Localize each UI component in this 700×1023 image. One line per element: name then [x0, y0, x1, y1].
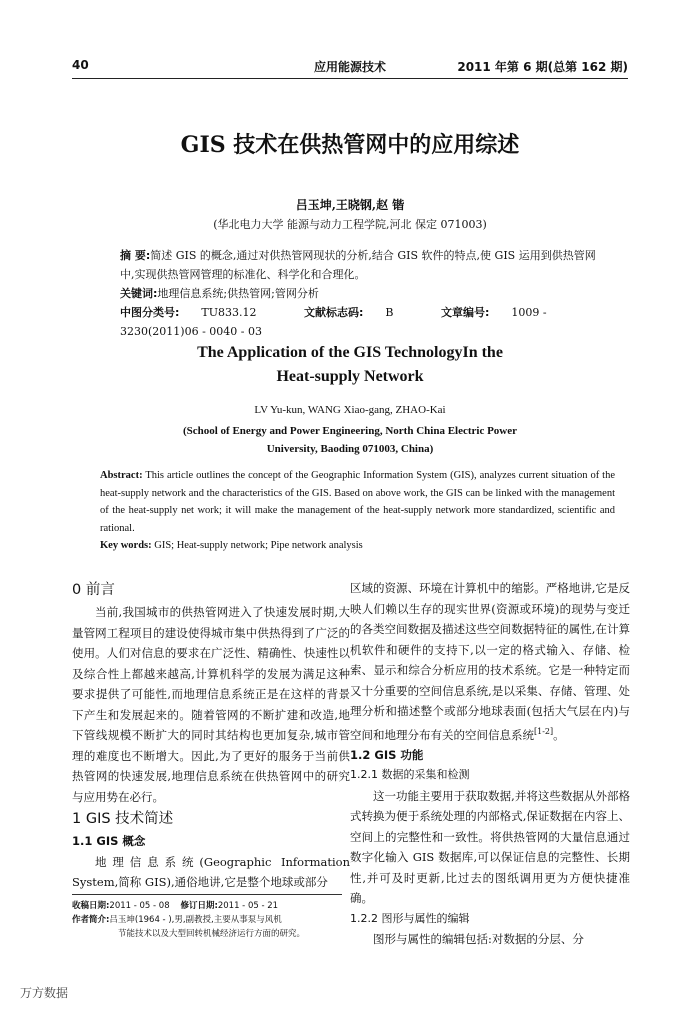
affil-en-line1: (School of Energy and Power Engineering, North China Electric Power — [182, 425, 518, 437]
title-en-line2: Heat-supply Network — [276, 368, 424, 385]
keywords-cn-label: 关键词: — [120, 287, 158, 300]
abstract-en-text: This article outlines the concept of the Geographic Information System (GIS), analyzes current situation of the heat-supply network and the characteristics of the GIS. Based on above work, the GIS can be linked with the management of the heat-supply net work; it will make the management of the heat-supply network more standardized, scientific and rational. — [100, 470, 615, 534]
body-left-column — [72, 578, 350, 893]
clc-value: TU833.12 — [201, 306, 257, 319]
keywords-cn — [100, 284, 610, 303]
issue-info: 2011 年第 6 期(总第 162 期) — [457, 60, 628, 74]
revised-label: 修订日期: — [180, 901, 218, 911]
abstract-cn-paragraph — [100, 246, 610, 284]
section-1-2-heading: 1.2 GIS 功能 — [350, 747, 424, 762]
affil-en-line2: University, Baoding 071003, China) — [266, 443, 434, 455]
title-chinese: GIS 技术在供热管网中的应用综述 — [180, 132, 520, 158]
abstract-en-paragraph — [100, 467, 615, 537]
received-date: 2011 - 05 - 08 — [109, 901, 170, 911]
author-bio-line1: 吕玉坤(1964 - ),男,副教授,主要从事泵与风机 — [109, 915, 282, 925]
abstract-english — [100, 467, 615, 555]
authors-english: LV Yu-kun, WANG Xiao-gang, ZHAO-Kai — [254, 404, 446, 416]
keywords-en-label: Key words: — [100, 540, 152, 551]
citation: [1-2] — [534, 726, 554, 736]
abstract-en-label: Abstract: — [100, 470, 143, 481]
footnote — [72, 894, 342, 941]
section-1-heading: 1 GIS 技术简述 — [72, 811, 174, 827]
body-right-column — [350, 578, 630, 950]
clc-label: 中图分类号: — [120, 306, 180, 319]
classification-row — [100, 303, 610, 341]
title-english — [0, 341, 700, 389]
abstract-chinese — [100, 246, 610, 341]
section-1-2-1-heading: 1.2.1 数据的采集和检测 — [350, 768, 470, 782]
keywords-en — [100, 537, 615, 555]
author-bio-line2: 节能技术以及大型回转机械经济运行方面的研究。 — [118, 929, 306, 939]
section-1-1-heading: 1.1 GIS 概念 — [72, 834, 146, 848]
affiliation-chinese: (华北电力大学 能源与动力工程学院,河北 保定 071003) — [213, 218, 487, 231]
doc-code-value: B — [385, 306, 394, 319]
section-0-paragraph: 当前,我国城市的供热管网进入了快速发展时期,大量管网工程项目的建设使得城市集中供热得到了广泛的使用。人们对信息的要求在广泛性、精确性、快速性以及综合性上都越来越高,计算机科学的发展为满足这种要求提供了可能性,而地理信息系统正是在这样的背景下产生和发展起来的。随着管网的不断扩建和改造,地下管线规模不断扩大的同时其结构也更加复杂,城市管理的难度也不断增大。因此,为了更好的服务于当前供热管网的快速发展,地理信息系统在供热管网中的研究与应用势在必行。 — [72, 605, 350, 804]
section-1-2-1-paragraph: 这一功能主要用于获取数据,并将这些数据从外部格式转换为便于系统处理的内部格式,保证数据在内容上、空间上的完整性和一致性。将供热管网的大量信息通过数字化输入 GIS 数据库,可以保证信息的完整性、长期性,并可及时更新,比过去的图纸调用更为方便快捷准确。 — [350, 788, 630, 906]
received-label: 收稿日期: — [72, 901, 110, 911]
page-number: 40 — [72, 58, 89, 72]
article-no-label: 文章编号: — [441, 306, 490, 319]
affiliation-english — [0, 422, 700, 458]
authors-chinese: 吕玉坤,王晓钢,赵 锴 — [295, 198, 405, 212]
revised-date: 2011 - 05 - 21 — [217, 901, 279, 911]
footnote-dates — [72, 899, 342, 913]
right-paragraph-1 — [350, 578, 630, 745]
section-1-2-2-heading: 1.2.2 图形与属性的编辑 — [350, 911, 470, 925]
right-paragraph-1-end: 。 — [553, 727, 565, 742]
footnote-author — [72, 913, 342, 927]
section-1-2-2-paragraph: 图形与属性的编辑包括:对数据的分层、分 — [373, 932, 584, 947]
journal-name: 应用能源技术 — [313, 60, 386, 74]
watermark: 万方数据 — [20, 986, 69, 1000]
keywords-cn-text: 地理信息系统;供热管网;管网分析 — [157, 287, 319, 300]
abstract-cn-label: 摘 要: — [120, 249, 151, 262]
running-head — [72, 56, 628, 79]
right-paragraph-1-text: 区域的资源、环境在计算机中的缩影。严格地讲,它是反映人们赖以生存的现实世界(资源或环境)的现势与变迁的各类空间数据及描述这些空间数据特征的属性,在计算机软件和硬件的支持下,以一定的格式输入、存储、检索、显示和综合分析应用的技术系统。它是一种特定而又十分重要的空间信息系统,是以采集、存储、管理、处理分析和描述整个或部分地球表面(包括大气层在内)与空间和地理分布有关的空间信息系统 — [350, 581, 630, 742]
author-bio-label: 作者简介: — [72, 915, 110, 925]
keywords-en-text: GIS; Heat-supply network; Pipe network analysis — [151, 540, 363, 551]
article-no-value: 1009 - 3230(2011)06 - 0040 - 03 — [120, 306, 547, 338]
section-1-1-paragraph: 地理信息系统(Geographic Information System,简称 GIS),通俗地讲,它是整个地球或部分 — [72, 854, 350, 889]
doc-code-label: 文献标志码: — [304, 306, 364, 319]
section-0-heading: 0 前言 — [72, 582, 115, 598]
title-en-line1: The Application of the GIS TechnologyIn the — [197, 344, 503, 361]
abstract-cn-text: 简述 GIS 的概念,通过对供热管网现状的分析,结合 GIS 软件的特点,使 GIS 运用到供热管网中,实现供热管网管理的标准化、科学化和合理化。 — [120, 249, 596, 281]
